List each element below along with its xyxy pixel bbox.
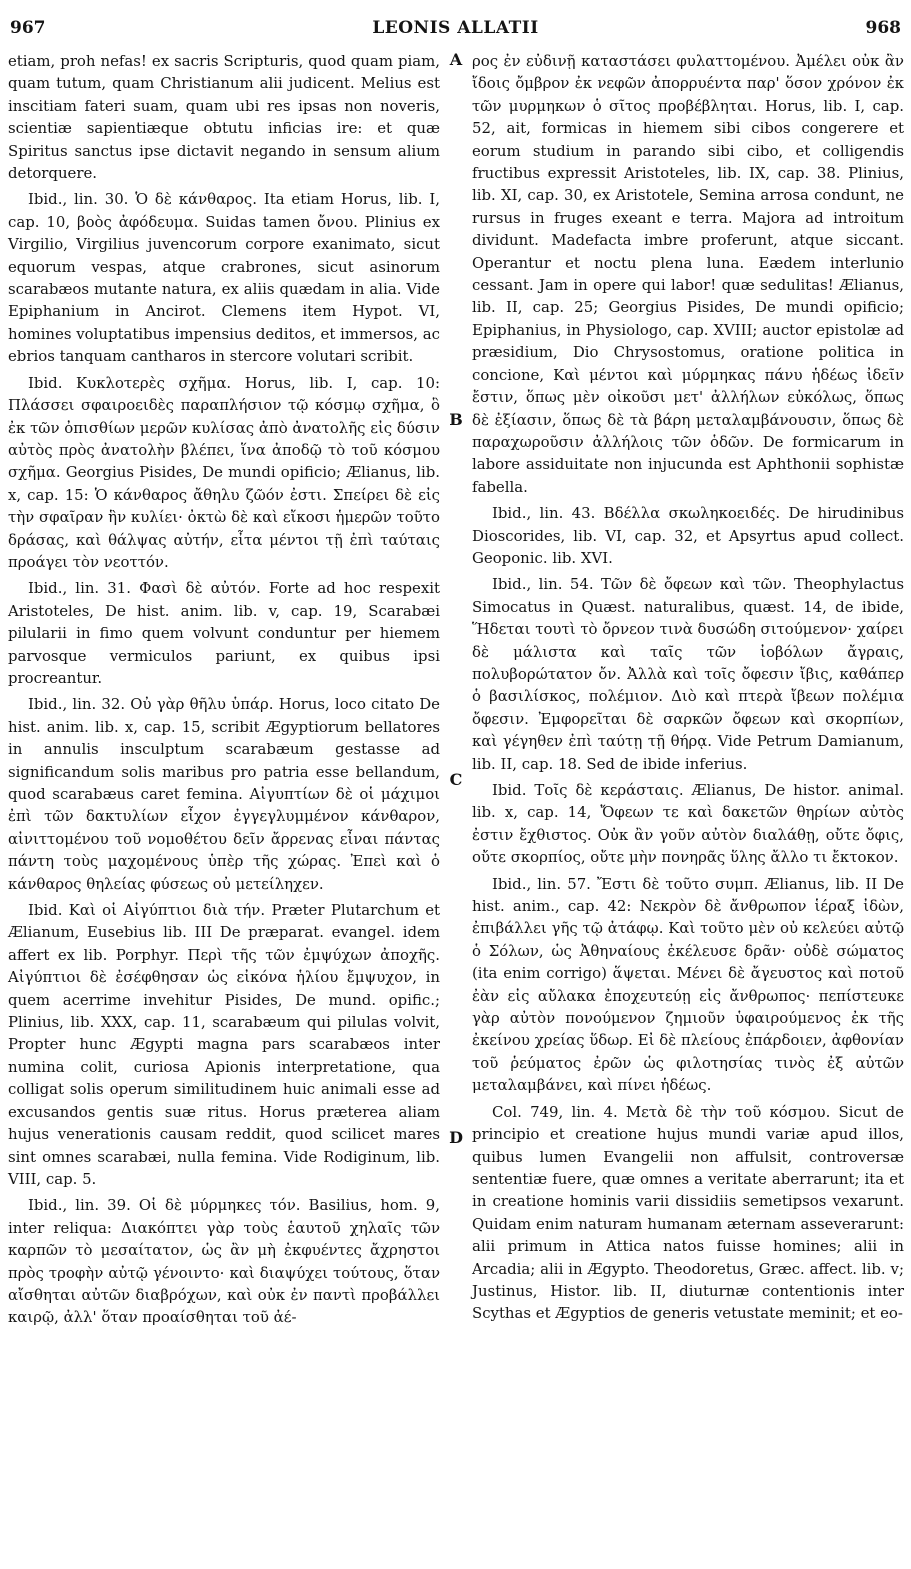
paragraph: etiam, proh nefas! ex sacris Scripturis, quod quam piam, quam tutum, quam Christianum alii judicent. Melius est inscitiam fateri suam, quam ubi res ipsas non noveris, scientiæ sapientiæque obtutu inficias ire: et quæ Spiritus sanctus ipse dictavit negando in sensum alium detorquere. [8,52,440,183]
paragraph: Ibid., lin. 57. Ἔστι δὲ τοῦτο συμπ. Ælianus, lib. II De hist. anim., cap. 42: Νεκρὸν δὲ ἄνθρωπον ἱέραξ ἰδὼν, ἐπιβάλλει γῆς τῷ ἀτάφῳ. Καὶ τοῦτο μὲν οὐ κελεύει αὐτῷ ὁ Σόλων, ὡς Ἀθηναίους ἐκέλευσε δρᾶν· οὐδὲ σώματος (ita enim corrigo) ἅψεται. Μένει δὲ ἄγευστος καὶ ποτοῦ ἐὰν εἰς αὔλακα ἐποχευτεύῃ εἰς ἄνθρωπος· πεπίστευκε γὰρ αὐτὸν πονούμενον ζημιοῦν ὑφαιρούμενος ἐκ τῆς ἐκείνου χρείας ὕδωρ. Εἰ δὲ πλείους ἐπάρδοιεν, ἀφθονίαν τοῦ ῥεύματος ἐρῶν ὡς φιλοτησίας τινὸς ἐξ αὐτῶν μεταλαμβάνει, καὶ πίνει ἡδέως. [472,874,904,1095]
page-header [0,0,911,48]
paragraph: Ibid. Κυκλοτερὲς σχῆμα. Horus, lib. I, cap. 10: Πλάσσει σφαιροειδὲς παραπλήσιον τῷ κόσμῳ σχῆμα, ὃ ἐκ τῶν ὀπισθίων μερῶν κυλίσας ἀπὸ ἀνατολῆς εἰς δύσιν αὐτὸς πρὸς ἀνατολὴν βλέπει, ἵνα ἀποδῷ τὸ τοῦ κόσμου σχῆμα. Georgius Pisides, De mundi opificio; Ælianus, lib. x, cap. 15: Ὁ κάνθαρος ἄθηλυ ζῶόν ἐστι. Σπείρει δὲ εἰς τὴν σφαῖραν ἣν κυλίει· ὀκτὼ δὲ καὶ εἴκοσι ἡμερῶν τοῦτο δράσας, καὶ θάλψας αὐτήν, εἶτα μέντοι τῇ ἐπὶ ταύταις προάγει τὸν νεοττόν. [8,373,440,571]
paragraph: ρος ἐν εὐδινῇ καταστάσει φυλαττομένου. Ἀμέλει οὐκ ἂν ἴδοις ὄμβρον ἐκ νεφῶν ἀπορρυέντα παρ' ὅσον χρόνον ἐκ τῶν μυρμηκων ὁ σῖτος προβέβληται. Horus, lib. I, cap. 52, ait, formicas in hiemem sibi cibos congerere et eorum studium in parando sibi cibo, et colligendis fructibus expressit Aristoteles, lib. IX, cap. 38. Plinius, lib. XI, cap. 30, ex Aristotele, Semina arrosa condunt, ne rursus in fruges exeant e terra. Majora ad introitum dividunt. Madefacta imbre proferunt, atque siccant. Operantur et noctu plena luna. Eædem interlunio cessant. Jam in opere qui labor! quæ sedulitas! Ælianus, lib. II, cap. 25; Georgius Pisides, De mundi opificio; Epiphanius, in Physiologo, cap. XVIII; auctor epistolæ ad præsidium, Dio Chrysostomus, oratione politica in concione, Καὶ μέντοι καὶ μύρμηκας πάνυ ἡδέως ἰδεῖν ἔστιν, ὅπως μὲν οἰκοῦσι μετ' ἀλλήλων εὐκόλως, ὅπως δὲ ἐξίασιν, ὅπως δὲ τὰ βάρη μεταλαμβάνουσιν, ὅπως δὲ παραχωροῦσιν ἀλλήλοις τῶν ὁδῶν. De formicarum in labore assiduitate non injucunda est Aphthonii sophistæ fabella. [472,52,904,496]
paragraph: Ibid., lin. 43. Βδέλλα σκωληκοειδές. De hirudinibus Dioscorides, lib. VI, cap. 32, et Apsyrtus apud collect. Geoponic. lib. XVI. [472,504,904,567]
paragraph: Ibid. Τοῖς δὲ κεράσταις. Ælianus, De histor. animal. lib. x, cap. 14, Ὄφεων τε καὶ δακετῶν θηρίων αὐτὸς ἐστιν ἔχθιστος. Οὐκ ἂν γοῦν αὐτὸν διαλάθῃ, οὔτε ὄφις, οὔτε σκορπίος, οὔτε μὴν πονηρᾶς ὕλης ἄλλο τι ἔκτοκον. [472,781,904,867]
paragraph: Col. 749, lin. 4. Μετὰ δὲ τὴν τοῦ κόσμου. Sicut de principio et creatione hujus mundi variæ apud illos, quibus lumen Evangelii non affulsit, controversæ sententiæ fuere, quæ omnes a veritate aberrarunt; ita et in creatione hominis varii dissidiis semetipsos vexarunt. Quidam enim naturam humanam æternam asseverarunt: alii primum in Attica natos fuisse homines; alii in Arcadia; alii in Ægypto. Theodoretus, Græc. affect. lib. v; Justinus, Histor. lib. II, diuturnæ contentionis inter Scythas et Ægyptios de generis vetustate meminit; et eo- [472,1102,904,1323]
margin-marker-d: D [449,1128,463,1147]
page-number-right: 968 [865,18,901,38]
running-title: LEONIS ALLATII [372,18,539,38]
margin-marker-b: B [449,410,463,429]
page-number-left: 967 [10,18,46,38]
margin-marker-a: A [449,50,463,69]
paragraph: Ibid., lin. 32. Οὐ γὰρ θῆλυ ὑπάρ. Horus, loco citato De hist. anim. lib. x, cap. 15, scribit Ægyptiorum bellatores in annulis insculptum scarabæum gestasse ad significandum solis maribus pro patria esse bellandum, quod scarabæus caret femina. Αἰγυπτίων δὲ οἱ μάχιμοι ἐπὶ τῶν δακτυλίων εἶχον ἐγγεγλυμμένον κάνθαρον, αἰνιττομένου τοῦ νομοθέτου δεῖν ἄρρενας εἶναι πάντας πάντη τοὺς μαχομένους ὑπὲρ τῆς χώρας. Ἐπεὶ καὶ ὁ κάνθαρος θηλείας φύσεως οὐ μετείληχεν. [8,695,440,893]
paragraph: Ibid. Καὶ οἱ Αἰγύπτιοι διὰ τήν. Præter Plutarchum et Ælianum, Eusebius lib. III De præparat. evangel. idem affert ex lib. Porphyr. Περὶ τῆς τῶν ἐμψύχων ἀποχῆς. Αἰγύπτιοι δὲ ἐσέφθησαν ὡς εἰκόνα ἡλίου ἔμψυχον, in quem acerrime invehitur Pisides, De mund. opific.; Plinius, lib. XXX, cap. 11, scarabæum qui pilulas volvit, Propter hunc Ægypti magna pars scarabæos inter numina colit, curiosa Apionis interpretatione, qua colligat solis operum similitudinem huic animali esse ad excusandos gentis suæ ritus. Horus præterea aliam hujus venerationis causam reddit, quod scilicet mares sint omnes scarabæi, nulla femina. Vide Rodiginum, lib. VIII, cap. 5. [8,901,440,1188]
margin-marker-c: C [449,770,463,789]
paragraph: Ibid., lin. 31. Φασὶ δὲ αὐτόν. Forte ad hoc respexit Aristoteles, De hist. anim. lib. v, cap. 19, Scarabæi pilularii in fimo quem volvunt conduntur per hiemem parvosque vermiculos pariunt, ex quibus ipsi procreantur. [8,579,440,687]
paragraph: Ibid., lin. 54. Τῶν δὲ ὄφεων καὶ τῶν. Theophylactus Simocatus in Quæst. naturalibus, quæst. 14, de ibide, Ἥδεται τουτὶ τὸ ὄρνεον τινὰ δυσώδη σιτούμενον· χαίρει δὲ μάλιστα καὶ ταῖς τῶν ἰοβόλων ἄγραις, πολυβορώτατον ὄν. Ἀλλὰ καὶ τοῖς ὄφεσιν ἴβις, καθάπερ ὁ βασιλίσκος, πολέμιον. Διὸ καὶ πτερὰ ἴβεων πολέμια ὄφεσιν. Ἐμφορεῖται δὲ σαρκῶν ὄφεων καὶ σκορπίων, καὶ γέγηθεν ἐπὶ ταύτῃ τῇ θήρᾳ. Vide Petrum Damianum, lib. II, cap. 18. Sed de ibide inferius. [472,575,904,773]
paragraph: Ibid., lin. 39. Οἱ δὲ μύρμηκες τόν. Basilius, hom. 9, inter reliqua: Διακόπτει γὰρ τοὺς ἑαυτοῦ χηλαῖς τῶν καρπῶν τὸ μεσαίτατον, ὡς ἂν μὴ ἐκφυέντες ἄχρηστοι πρὸς τροφὴν αὐτῷ γένοιντο· καὶ διαψύχει τούτους, ὅταν αἴσθηται αὐτῶν διαβρόχων, καὶ οὐκ ἐν παντὶ προβάλλει καιρῷ, ἀλλ' ὅταν προαίσθηται τοῦ ἀέ- [8,1196,440,1327]
right-column [472,50,904,1325]
left-column [8,50,440,1329]
paragraph: Ibid., lin. 30. Ὁ δὲ κάνθαρος. Ita etiam Horus, lib. I, cap. 10, βοὸς ἀφόδευμα. Suidas tamen ὄνου. Plinius ex Virgilio, Virgilius juvencorum corpore exanimato, sicut equorum vespas, atque crabrones, sicut asinorum scarabæos mutante natura, ex aliis quædam in alia. Vide Epiphanium in Ancirot. Clemens item Hypot. VI, homines voluptatibus impensius deditos, et immersos, ac ebrios tanquam cantharos in stercore volutari scribit. [8,190,440,366]
